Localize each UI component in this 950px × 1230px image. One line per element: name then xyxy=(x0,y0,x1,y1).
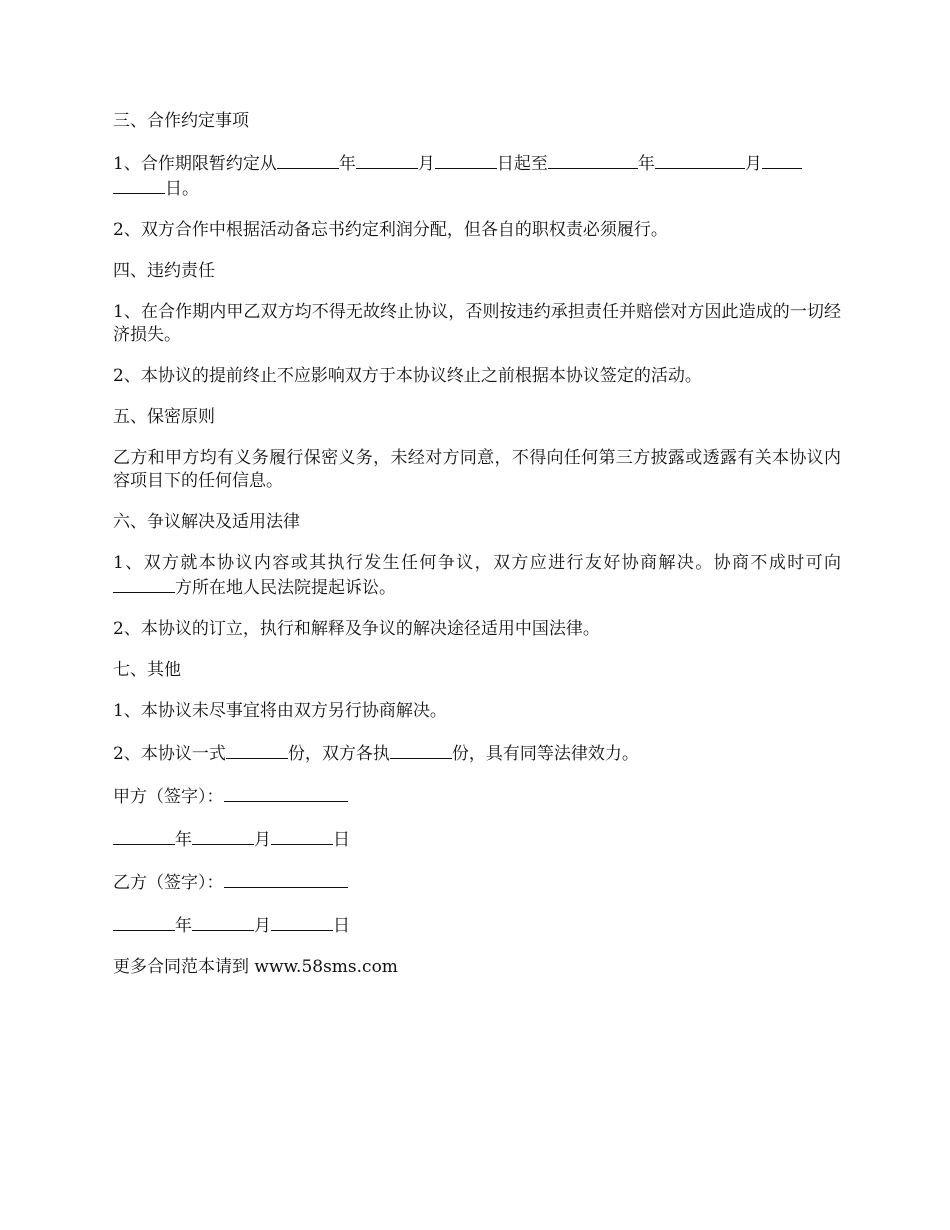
clause-text: 年 xyxy=(338,154,356,174)
party-b-day-blank[interactable] xyxy=(271,913,333,931)
party-b-month-blank[interactable] xyxy=(192,913,254,931)
end-day-blank-part1[interactable] xyxy=(762,151,802,169)
contract-page xyxy=(113,110,841,979)
party-a-signature-blank[interactable] xyxy=(224,784,348,802)
clause-text: 月 xyxy=(744,154,762,174)
governing-law-clause: 2、本协议的订立，执行和解释及争议的解决途径适用中国法律。 xyxy=(113,619,600,639)
section-5-heading: 五、保密原则 xyxy=(113,407,215,427)
each-copies-blank[interactable] xyxy=(390,741,452,759)
end-year-blank[interactable] xyxy=(548,151,638,169)
clause-text: 份，具有同等法律效力。 xyxy=(451,744,639,764)
start-month-blank[interactable] xyxy=(356,151,418,169)
party-b-signature-line xyxy=(113,870,841,895)
profit-distribution-clause: 2、双方合作中根据活动备忘书约定利润分配，但各自的职权责必须履行。 xyxy=(113,220,668,240)
date-month-label: 月 xyxy=(254,830,271,850)
section-3-heading: 三、合作约定事项 xyxy=(113,111,249,131)
start-year-blank[interactable] xyxy=(277,151,339,169)
clause-text: 日。 xyxy=(165,179,199,199)
total-copies-blank[interactable] xyxy=(226,741,288,759)
termination-liability-clause: 1、在合作期内甲乙双方均不得无故终止协议，否则按违约承担责任并赔偿对方因此造成的一切经济损失。 xyxy=(113,302,841,345)
footer-more-templates: 更多合同范本请到 www.58sms.com xyxy=(113,957,398,977)
date-month-label: 月 xyxy=(254,916,271,936)
clause-text: 2、本协议一式 xyxy=(113,744,226,764)
section-6-heading: 六、争议解决及适用法律 xyxy=(113,512,300,532)
party-b-signature-blank[interactable] xyxy=(224,870,348,888)
early-termination-clause: 2、本协议的提前终止不应影响双方于本协议终止之前根据本协议签定的活动。 xyxy=(113,366,702,386)
party-b-label: 乙方（签字）： xyxy=(113,873,224,893)
section-4-heading: 四、违约责任 xyxy=(113,261,215,281)
clause-text: 1、双方就本协议内容或其执行发生任何争议，双方应进行友好协商解决。协商不成时可向 xyxy=(113,553,841,573)
start-day-blank[interactable] xyxy=(435,151,497,169)
party-a-date-line xyxy=(113,827,841,852)
end-month-blank[interactable] xyxy=(655,151,745,169)
date-year-label: 年 xyxy=(175,916,192,936)
date-day-label: 日 xyxy=(333,916,350,936)
party-b-year-blank[interactable] xyxy=(113,913,175,931)
cooperation-period-clause xyxy=(113,151,841,201)
clause-text: 方所在地人民法院提起诉讼。 xyxy=(175,578,396,598)
party-b-date-line xyxy=(113,913,841,938)
copies-clause xyxy=(113,741,841,766)
clause-text: 月 xyxy=(417,154,435,174)
end-day-blank-part2[interactable] xyxy=(113,176,165,194)
confidentiality-clause: 乙方和甲方均有义务履行保密义务，未经对方同意，不得向任何第三方披露或透露有关本协议内容项目下的任何信息。 xyxy=(113,448,841,491)
party-a-month-blank[interactable] xyxy=(192,827,254,845)
party-a-year-blank[interactable] xyxy=(113,827,175,845)
dispute-resolution-clause xyxy=(113,552,841,600)
other-matters-clause: 1、本协议未尽事宜将由双方另行协商解决。 xyxy=(113,701,447,721)
clause-text: 日起至 xyxy=(496,154,548,174)
party-a-day-blank[interactable] xyxy=(271,827,333,845)
party-a-label: 甲方（签字）： xyxy=(113,787,224,807)
date-year-label: 年 xyxy=(175,830,192,850)
date-day-label: 日 xyxy=(333,830,350,850)
clause-text: 年 xyxy=(637,154,655,174)
section-7-heading: 七、其他 xyxy=(113,660,181,680)
court-party-blank[interactable] xyxy=(113,575,175,593)
clause-text: 份，双方各执 xyxy=(287,744,390,764)
clause-text: 1、合作期限暂约定从 xyxy=(113,154,277,174)
party-a-signature-line xyxy=(113,784,841,809)
